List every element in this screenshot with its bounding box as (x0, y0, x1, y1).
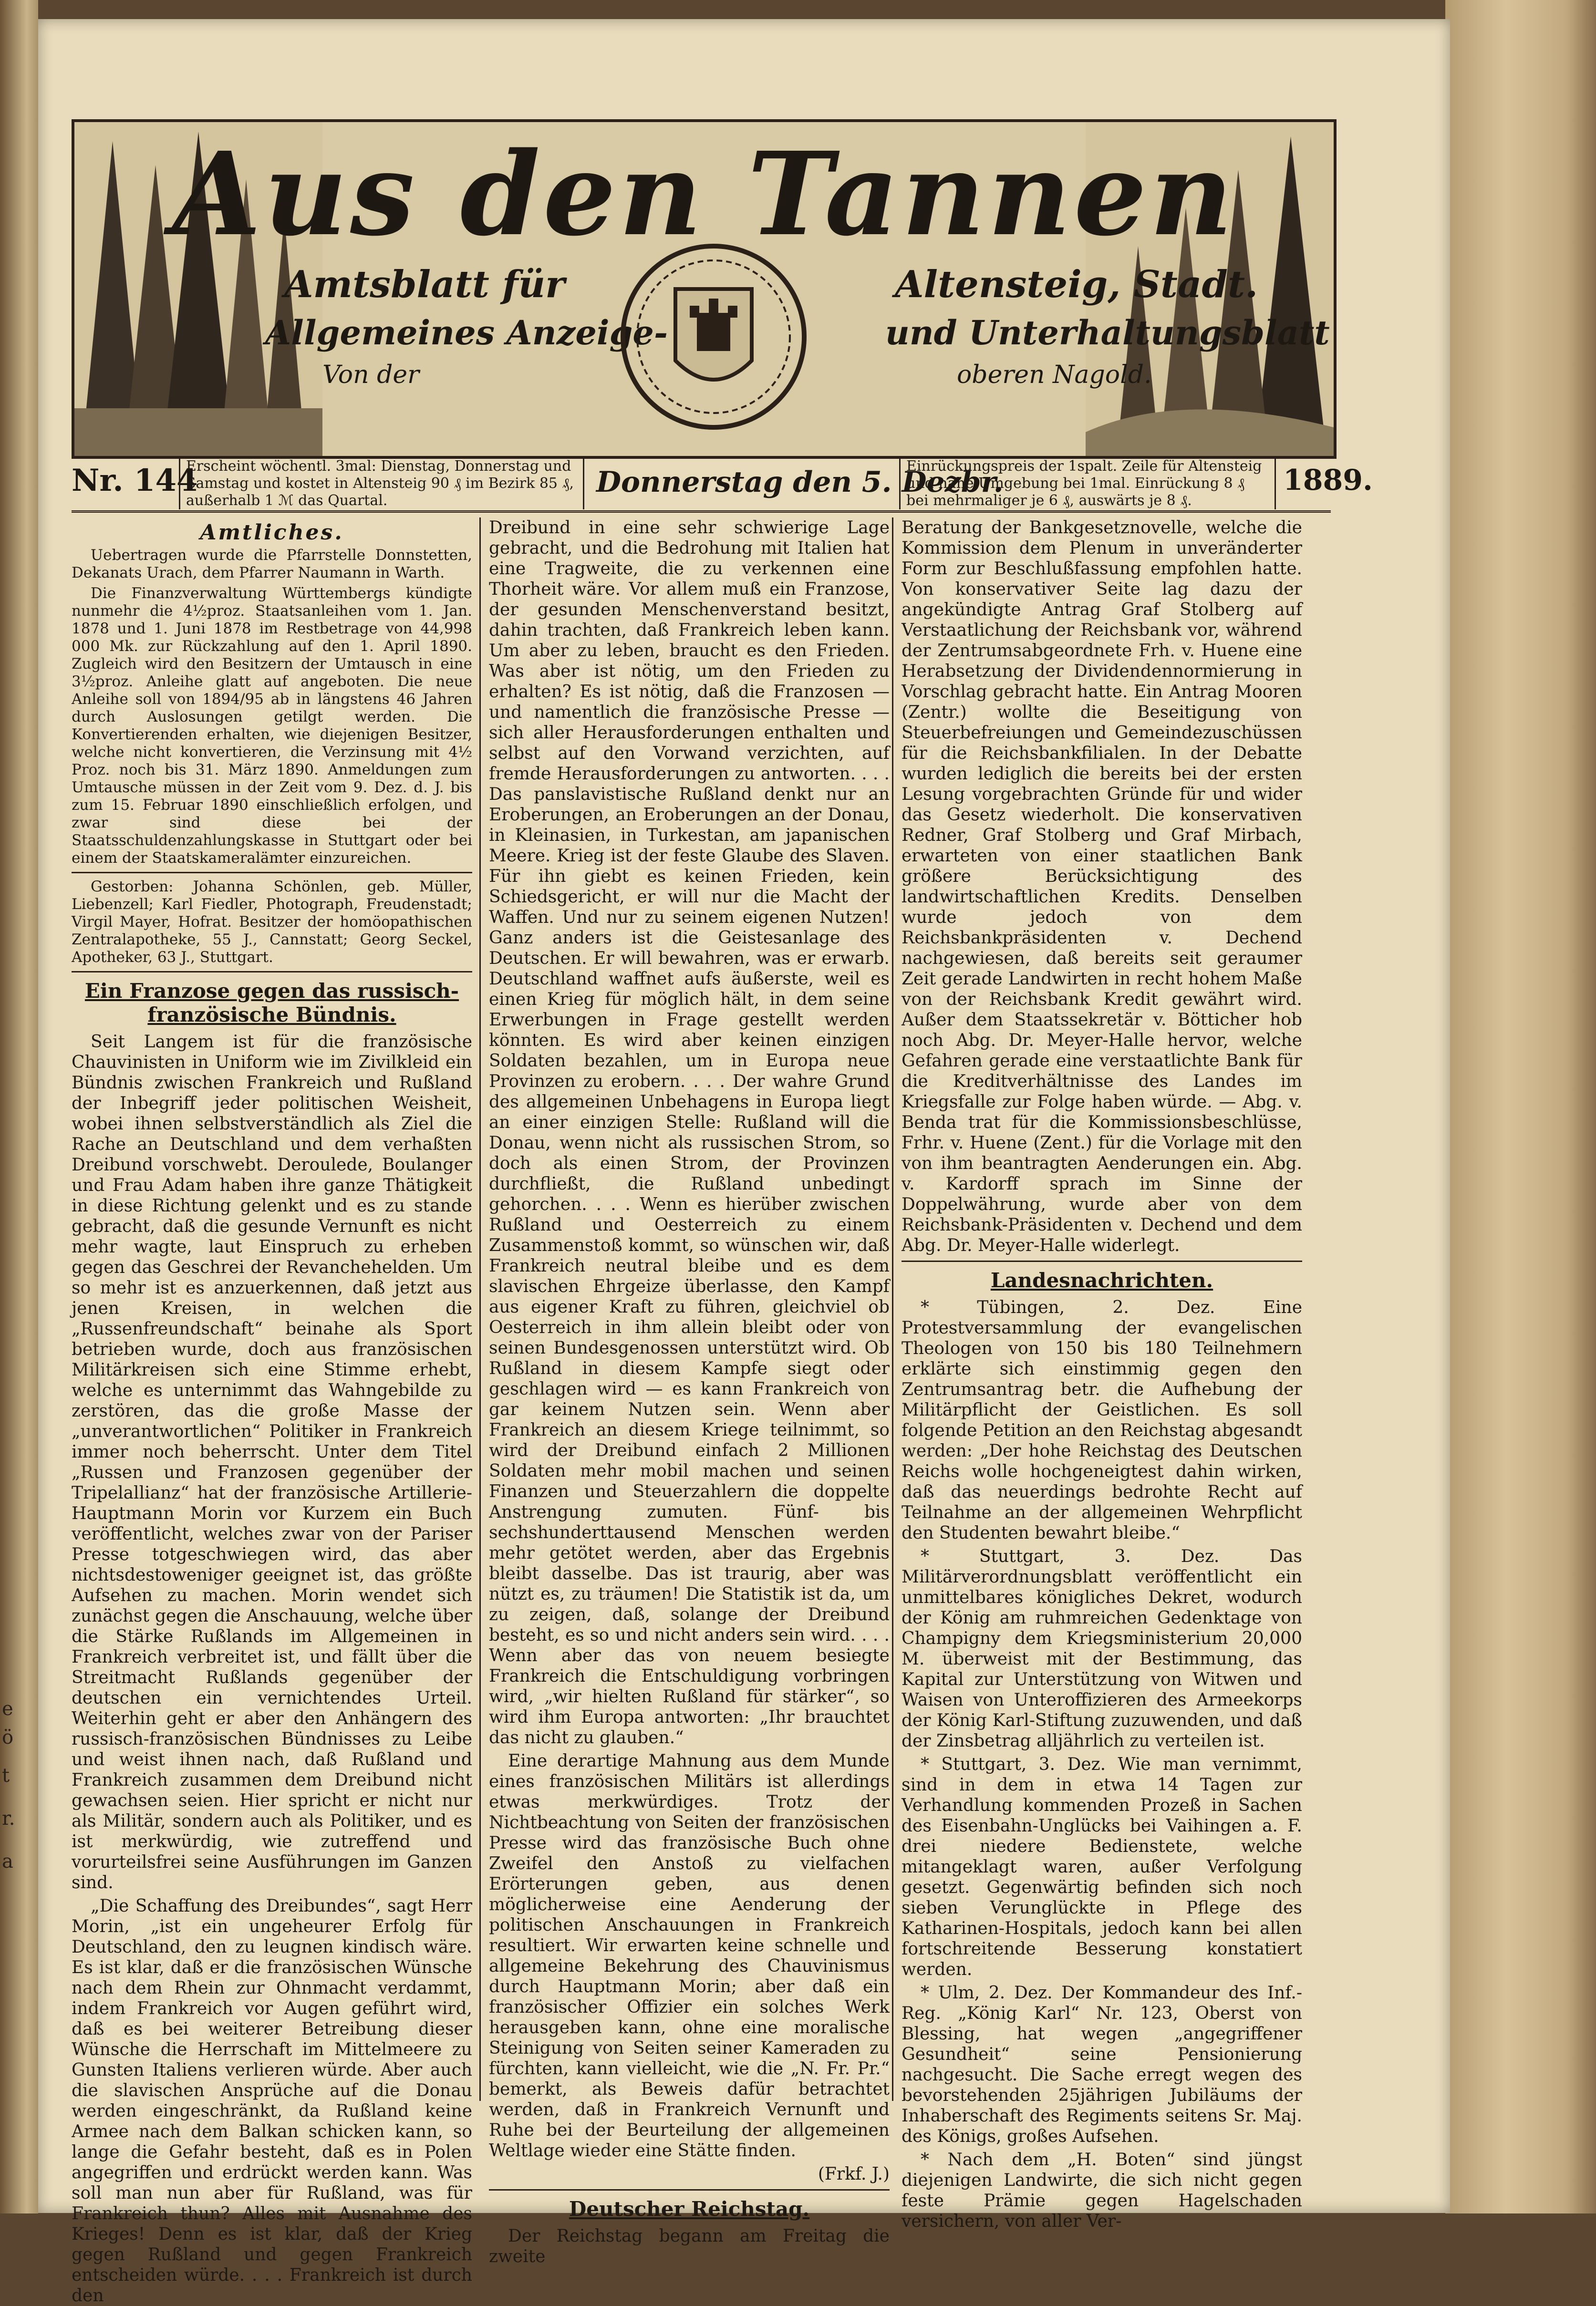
article-paragraph: Eine derartige Mahnung aus dem Munde eines französischen Militärs ist allerdings etwas merkwürdiges. Trotz der Nichtbeachtung von Seiten der französischen Presse wird das französische Buch ohne Zweifel den Anstoß zu vielfachen Erörterungen geben, aus denen möglicherweise eine Aenderung der politischen Anschauungen in Frankreich resultiert. Wir erwarten keine schnelle und allgemeine Bekehrung des Chauvinismus durch Hauptmann Morin; aber daß ein französischer Offizier ein solches Werk herausgeben kann, ohne eine moralische Steinigung von Seiten seiner Kameraden zu fürchten, kann vielleicht, wie die „N. Fr. Pr.“ bemerkt, als Beweis dafür betrachtet werden, daß in Frankreich Vernunft und Ruhe bei der Beurteilung der allgemeinen Weltlage wieder eine Stätte finden. (489, 1751, 890, 2161)
subtitle-oberen-nagold: oberen Nagold. (957, 361, 1152, 389)
edge-fragment: ö (2, 1727, 14, 1748)
column-1 (72, 517, 472, 2306)
article-paragraph: „Die Schaffung des Dreibundes“, sagt Herr Morin, „ist ein ungeheurer Erfolg für Deutschland, den zu leugnen kindisch wäre. Es ist klar, daß er die französischen Wünsche nach dem Rhein zur Ohnmacht verdammt, indem Frankreich vor Augen geführt wird, daß es bei weiterer Betreibung dieser Wünsche die Herrschaft im Mittelmeere zu Gunsten Italiens verlieren würde. Aber auch die slavischen Ansprüche auf die Donau werden eingeschränkt, da Rußland keine Armee nach dem Balkan schicken kann, so lange die Gefahr besteht, daß es in Polen angegriffen und erdrückt werden kann. Was soll man nun aber für Rußland, was für Frankreich thun? Alles mit Ausnahme des Krieges! Denn es ist klar, daß der Krieg gegen Rußland und gegen Frankreich entscheiden würde. . . . Frankreich ist durch den (72, 1896, 472, 2306)
edge-fragment: e (2, 1698, 13, 1720)
article-paragraph: Seit Langem ist für die französische Chauvinisten in Uniform wie im Zivilkleid ein Bündnis zwischen Frankreich und Rußland der Inbegriff jeder politischen Weisheit, wobei ihnen selbstverständlich als Ziel die Rache an Deutschland und dem verhaßten Dreibund vorschwebt. Deroulede, Boulanger und Frau Adam haben ihre ganze Thätigkeit in diese Richtung gelenkt und es zu stande gebracht, daß die gesunde Vernunft es nicht mehr wagte, laut Einspruch zu erheben gegen das Geschrei der Revanchehelden. Um so mehr ist es anzuerkennen, daß jetzt aus jenen Kreisen, in welchen die „Russenfreundschaft“ beinahe als Sport betrieben wurde, doch aus französischen Militärkreisen sich eine Stimme erhebt, welche es unternimmt das Wahngebilde zu zerstören, das die große Masse der „unverantwortlichen“ Politiker in Frankreich immer noch beherrscht. Unter dem Titel „Russen und Franzosen gegenüber der Tripelallianz“ hat der französische Artillerie-Hauptmann Morin vor Kurzem ein Buch veröffentlicht, welches zwar von der Pariser Presse totgeschwiegen wird, das aber nichtsdestoweniger geeignet ist, das größte Aufsehen zu machen. Morin wendet sich zunächst gegen die Anschauung, welche über die Stärke Rußlands im Allgemeinen in Frankreich verbreitet ist, und fällt über die Streitmacht Rußlands gegenüber der deutschen ein vernichtendes Urteil. Weiterhin geht er aber den Anhängern des russisch-französischen Bündnisses zu Leibe und weist ihnen nach, daß Rußland und Frankreich zusammen dem Dreibund nicht gewachsen seien. Hier spricht er nicht nur als Militär, sondern auch als Politiker, und es ist merkwürdig, wie zutreffend und vorurteilsfrei seine Ausführungen im Ganzen sind. (72, 1032, 472, 1892)
column-rule (892, 517, 893, 2101)
notice-paragraph: Die Finanzverwaltung Württembergs kündigte nunmehr die 4½proz. Staatsanleihen vom 1. Jan. 1878 und 1. Juni 1878 im Restbetrage von 44,998 000 Mk. zur Rückzahlung auf den 1. April 1890. Zugleich wird den Besitzern der Umtausch in eine 3½proz. Anleihe glatt auf angeboten. Die neue Anleihe soll von 1894/95 ab in längstens 46 Jahren durch Auslosungen getilgt werden. Die Konvertierenden erhalten, wie diejenigen Besitzer, welche nicht konvertieren, die Verzinsung mit 4½ Proz. noch bis 31. März 1890. Anmeldungen zum Umtausche müssen in der Zeit vom 9. Dez. d. J. bis zum 15. Februar 1890 einschließlich erfolgen, und zwar sind diese bei der Staatsschuldenzahlungskasse in Stuttgart oder bei einem der Staatskameralämter einzureichen. (72, 585, 472, 867)
news-item: * Ulm, 2. Dez. Der Kommandeur des Inf.-Reg. „König Karl“ Nr. 123, Oberst von Blessing, hat wegen „angegriffener Gesundheit“ seine Pensionierung nachgesucht. Die Sache erregt wegen des bevorstehenden 25jährigen Jubiläums der Inhaberschaft des Regiments seitens Sr. Maj. des Königs, großes Aufsehen. (902, 1983, 1302, 2146)
issue-date: Donnerstag den 5. Dezbr. (596, 465, 1004, 499)
issue-info-bar (72, 458, 1373, 513)
divider (489, 2189, 890, 2191)
subtitle-unterhaltung: und Unterhaltungsblatt (885, 313, 1330, 352)
town-crest-emblem (618, 227, 809, 446)
subtitle-amtsblatt: Amtsblatt für (284, 263, 565, 306)
article-headline: Ein Franzose gegen das russisch-französische Bündnis. (84, 979, 459, 1026)
obituary-notice: Gestorben: Johanna Schönlen, geb. Müller, Liebenzell; Karl Fiedler, Photograph, Freudenstadt; Virgil Mayer, Hofrat. Besitzer der homöopathischen Zentralapotheke, 55 J., Cannstatt; Georg Seckel, Apotheker, 63 J., Stuttgart. (72, 878, 472, 966)
edge-fragment: a (2, 1851, 13, 1872)
column-rule (479, 517, 481, 2101)
column-3 (902, 517, 1302, 2231)
divider (902, 1261, 1302, 1262)
issue-year: 1889. (1283, 464, 1373, 497)
article-paragraph: Dreibund in eine sehr schwierige Lage gebracht, und die Bedrohung mit Italien hat eine Tragweite, die zu verkennen eine Thorheit wäre. Vor allem muß ein Franzose, der gesunden Menschenverstand besitzt, dahin trachten, daß Frankreich leben kann. Um aber zu leben, braucht es den Frieden. Was aber ist nötig, um den Frieden zu erhalten? Es ist nötig, daß die Franzosen — und namentlich die französische Presse — sich aller Herausforderungen enthalten und selbst auf den Vorwand verzichten, auf fremde Herausforderungen zu antworten. . . . Das panslavistische Rußland denkt nur an Eroberungen, an Eroberungen an der Donau, in Kleinasien, in Turkestan, am japanischen Meere. Krieg ist der feste Glaube des Slaven. Für ihn giebt es keinen Frieden, kein Schiedsgericht, er will nur die Macht der Waffen. Und nur zu seinem eigenen Nutzen! Ganz anders ist die Geistesanlage des Deutschen. Er will bewahren, was er erwarb. Deutschland waffnet aufs äußerste, weil es einen Krieg für möglich hält, in dem seine Erwerbungen in Frage gestellt werden könnten. Es wird aber keinen einzigen Soldaten bezahlen, um in Europa neue Provinzen zu erobern. . . . Der wahre Grund des allgemeinen Unbehagens in Europa liegt an einer einzigen Stelle: Rußland will die Donau, wenn nicht als russischen Strom, so doch als einen Strom, der Provinzen durchfließt, die Rußland unbedingt gehorchen. . . . Wenn es hierüber zwischen Rußland und Oesterreich zu einem Zusammenstoß kommt, so wünschen wir, daß Frankreich neutral bleibe und es dem slavischen Ehrgeize überlasse, den Kampf aus eigener Kraft zu führen, gleichviel ob Oesterreich in ihm allein bleibt oder von seinen Bundesgenossen unterstützt wird. Ob Rußland in diesem Kampfe siegt oder geschlagen wird — es kann Frankreich von gar keinem Nutzen sein. Wenn aber Frankreich an diesem Kriege teilnimmt, so wird der Dreibund einfach 2 Millionen Soldaten mehr mobil machen und seinen Finanzen und Steuerzahlern die doppelte Anstrengung zumuten. Fünf- bis sechshunderttausend Menschen werden mehr getötet werden, aber das Ergebnis bleibt dasselbe. Das ist traurig, aber was nützt es, zu träumen! Die Statistik ist da, um zu zeigen, daß, solange der Dreibund besteht, es so und nicht anders sein wird. . . . Wenn aber das von neuem besiegte Frankreich die Entschuldigung vorbringen wird, „wir hielten Rußland für stärker“, so wird ihm Europa antworten: „Ihr brauchtet das nicht zu glauben.“ (489, 518, 890, 1748)
subtitle-von-der: Von der (322, 361, 420, 389)
divider (72, 872, 472, 873)
newspaper-title: Aus den Tannen (172, 127, 1236, 261)
article-paragraph: Beratung der Bankgesetznovelle, welche die Kommission dem Plenum in unveränderter Form zur Beschlußfassung empfohlen hatte. Von konservativer Seite lag dazu der angekündigte Antrag Graf Stolberg auf Verstaatlichung der Reichsbank vor, während der Zentrumsabgeordnete Frh. v. Huene eine Herabsetzung der Dividendennormierung in Vorschlag gebracht hatte. Ein Antrag Mooren (Zentr.) wollte die Beseitigung von Steuerbefreiungen und Gemeindezuschüssen für die Reichsbankfilialen. In der Debatte wurden lediglich die bereits bei der ersten Lesung vorgebrachten Gründe für und wider das Gesetz wiederholt. Die konservativen Redner, Graf Stolberg und Graf Mirbach, erwarteten von einer staatlichen Bank größere Berücksichtigung des landwirtschaftlichen Kredits. Denselben wurde jedoch von dem Reichsbankpräsidenten v. Dechend nachgewiesen, daß bereits seit geraumer Zeit gerade Landwirten in recht hohem Maße von der Reichsbank Kredit gewährt wird. Außer dem Staatssekretär v. Bötticher hob noch Abg. Dr. Meyer-Halle hervor, welche Gefahren gerade eine verstaatlichte Bank für die Kreditverhältnisse des Landes im Kriegsfalle zur Folge haben würde. — Abg. v. Benda trat für die Kommissionsbeschlüsse, Frhr. v. Huene (Zent.) für die Vorlage mit den von ihm beantragten Aenderungen ein. Abg. v. Kardorff sprach im Sinne der Doppelwährung, wurde aber von dem Reichsbank-Präsidenten v. Dechend und dem Abg. Dr. Meyer-Halle widerlegt. (902, 518, 1302, 1255)
subtitle-anzeige: Allgemeines Anzeige- (265, 313, 668, 352)
column-2 (489, 517, 890, 2266)
edge-fragment: t (2, 1765, 10, 1787)
subtitle-town: Altensteig, Stadt. (895, 263, 1258, 306)
advertising-rates: Einrückungspreis der 1spalt. Zeile für Altensteig und nahe Umgebung bei 1mal. Einrückung 8 ₰ bei mehrmaliger je 6 ₰, auswärts je 8 ₰. (899, 458, 1276, 509)
scan-right-margin (1445, 0, 1596, 2213)
scan-left-margin (0, 0, 38, 2213)
subscription-info: Erscheint wöchentl. 3mal: Dienstag, Donnerstag und Samstag und kostet in Altensteig 90 ₰ im Bezirk 85 ₰, außerhalb 1 ℳ das Quartal. (179, 458, 584, 509)
edge-fragment: r. (2, 1808, 15, 1830)
divider (72, 971, 472, 972)
news-item: * Stuttgart, 3. Dez. Wie man vernimmt, sind in dem in etwa 14 Tagen zur Verhandlung kommenden Prozeß in Sachen des Eisenbahn-Unglücks bei Vaihingen a. F. drei niedere Bedienstete, welche mitangeklagt waren, außer Verfolgung gesetzt. Gegenwärtig befinden sich noch sieben Verunglückte in Pflege des Katharinen-Hospitals, jedoch kann bei allen fortschreitende Besserung konstatiert werden. (902, 1755, 1302, 1979)
section-heading-reichstag: Deutscher Reichstag. (569, 2197, 810, 2221)
news-item: * Nach dem „H. Boten“ sind jüngst diejenigen Landwirte, die sich nicht gegen feste Prämie gegen Hagelschaden versichern, von aller Ver- (902, 2150, 1302, 2231)
article-source: (Frkf. J.) (818, 2164, 890, 2184)
section-heading-landesnachrichten: Landesnachrichten. (990, 1269, 1213, 1292)
section-heading-amtliches: Amtliches. (200, 520, 344, 545)
article-paragraph: Der Reichstag begann am Freitag die zweite (489, 2226, 890, 2266)
masthead (72, 119, 1337, 459)
news-item: * Stuttgart, 3. Dez. Das Militärverordnungsblatt veröffentlicht ein unmittelbares königliches Dekret, wodurch der König am ruhmreichen Gedenktage von Champigny dem Kriegsministerium 20,000 M. überweist mit der Bestimmung, das Kapital zur Unterstützung von Witwen und Waisen von Unteroffizieren des Armeekorps der König Karl-Stiftung zuzuwenden, und daß der Zinsbetrag alljährlich zu verteilen ist. (902, 1547, 1302, 1751)
issue-number: Nr. 144 (72, 463, 198, 498)
news-item: * Tübingen, 2. Dez. Eine Protestversammlung der evangelischen Theologen von 150 bis 180 Teilnehmern erklärte sich einstimmig gegen den Zentrumsantrag betr. die Aufhebung der Militärpflicht der Geistlichen. Es soll folgende Petition an den Reichstag abgesandt werden: „Der hohe Reichstag des Deutschen Reichs wolle hochgeneigtest dahin wirken, daß das neuerdings bedrohte Recht auf Teilnahme an der allgemeinen Wehrpflicht den Studenten bewahrt bleibe.“ (902, 1298, 1302, 1543)
notice-paragraph: Uebertragen wurde die Pfarrstelle Donnstetten, Dekanats Urach, dem Pfarrer Naumann in Warth. (72, 547, 472, 581)
